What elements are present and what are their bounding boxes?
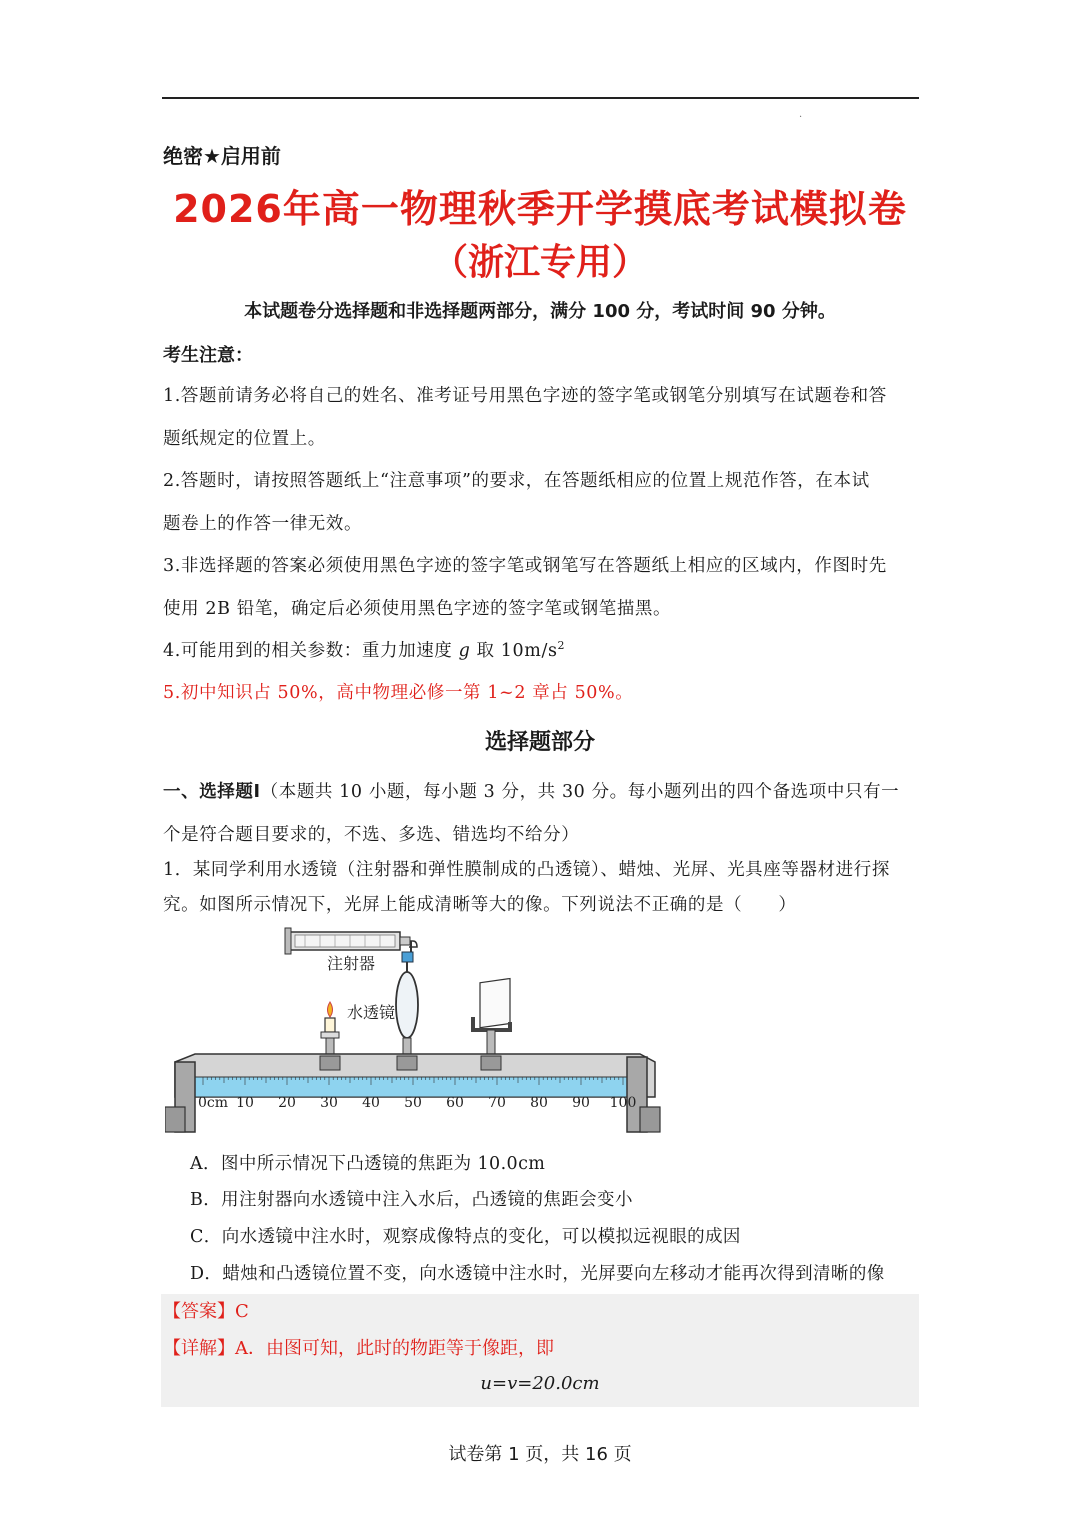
header-rule (162, 97, 919, 99)
exam-title: 2026年高一物理秋季开学摸底考试模拟卷 (173, 187, 907, 231)
notice-line-4-prefix: 4.可能用到的相关参数：重力加速度 (163, 641, 459, 661)
notice-line-5: 5.初中知识占 50%，高中物理必修一第 1~2 章占 50%。 (163, 683, 634, 703)
notice-line: 1.答题前请务必将自己的姓名、准考证号用黑色字迹的签字笔或钢笔分别填写在试题卷和答 (163, 386, 887, 406)
scale-tick-label: 100 (609, 1095, 637, 1111)
question-stem: 1．某同学利用水透镜（注射器和弹性膜制成的凸透镜）、蜡烛、光屏、光具座等器材进行探 (163, 860, 890, 880)
option-c: C．向水透镜中注水时，观察成像特点的变化，可以模拟远视眼的成因 (190, 1227, 741, 1247)
scale-tick-label: 70 (488, 1095, 506, 1111)
scale-tick-label: 40 (362, 1095, 380, 1111)
exam-subtitle: （浙江专用） (431, 242, 648, 283)
notice-line: 题卷上的作答一律无效。 (163, 514, 363, 534)
formula: u=v=20.0cm (480, 1373, 600, 1394)
scale-tick-label: 50 (404, 1095, 422, 1111)
part-title: 一、选择题Ⅰ (163, 782, 261, 802)
scale-tick-label: 10 (236, 1095, 254, 1111)
notice-line-4-suffix: 取 10m/s (470, 641, 558, 661)
optical-bench (165, 1054, 660, 1132)
syringe-icon (285, 928, 417, 954)
candle-icon (321, 1002, 339, 1056)
detail-line (163, 1334, 554, 1360)
part-rules: （本题共 10 小题，每小题 3 分，共 30 分。每小题列出的四个备选项中只有一 (260, 782, 900, 802)
notice-line: 2.答题时，请按照答题纸上“注意事项”的要求，在答题纸相应的位置上规范作答，在本试 (163, 471, 870, 491)
notice-line: 题纸规定的位置上。 (163, 429, 326, 449)
option-a: A．图中所示情况下凸透镜的焦距为 10.0cm (190, 1154, 546, 1174)
part-instruction-cont: 个是符合题目要求的，不选、多选、错选均不给分） (163, 825, 580, 845)
detail-label: 【详解】 (163, 1338, 235, 1359)
corner-dot: · (799, 112, 803, 123)
answer-label: 【答案】 (163, 1301, 235, 1322)
gravity-symbol: g (458, 641, 471, 661)
scale-tick-label: 30 (320, 1095, 338, 1111)
light-screen-icon (473, 979, 510, 1056)
notice-line: 使用 2B 铅笔，确定后必须使用黑色字迹的签字笔或钢笔描黑。 (163, 599, 672, 619)
confidential-mark: 绝密★启用前 (163, 144, 281, 168)
scale-tick-label: 20 (278, 1095, 296, 1111)
exponent: 2 (557, 639, 566, 653)
valve-icon (402, 952, 413, 962)
answer-value: C (235, 1301, 249, 1322)
notice-line-4 (163, 637, 923, 662)
syringe-label: 注射器 (327, 954, 376, 973)
page-footer: 试卷第 1 页，共 16 页 (448, 1444, 632, 1465)
option-d: D．蜡烛和凸透镜位置不变，向水透镜中注水时，光屏要向左移动才能再次得到清晰的像 (190, 1264, 885, 1284)
exam-intro: 本试题卷分选择题和非选择题两部分，满分 100 分，考试时间 90 分钟。 (244, 301, 836, 322)
water-lens-icon (396, 972, 418, 1038)
scale-start-label: 0cm (198, 1095, 229, 1111)
detail-text: A．由图可知，此时的物距等于像距，即 (235, 1338, 554, 1359)
scale-tick-label: 90 (572, 1095, 590, 1111)
notice-line: 3.非选择题的答案必须使用黑色字迹的签字笔或钢笔写在答题纸上相应的区域内，作图时先 (163, 556, 887, 576)
scale-tick-label: 60 (446, 1095, 464, 1111)
part-instruction (163, 778, 923, 803)
option-b: B．用注射器向水透镜中注入水后，凸透镜的焦距会变小 (190, 1190, 633, 1210)
section-heading: 选择题部分 (484, 730, 595, 755)
scale-tick-label: 80 (530, 1095, 548, 1111)
lens-label: 水透镜 (347, 1003, 396, 1022)
question-stem-cont: 究。如图所示情况下，光屏上能成清晰等大的像。下列说法不正确的是（ ） (163, 895, 797, 915)
answer-line (163, 1297, 249, 1323)
optical-bench-figure (165, 922, 665, 1137)
notice-heading: 考生注意： (163, 345, 253, 366)
